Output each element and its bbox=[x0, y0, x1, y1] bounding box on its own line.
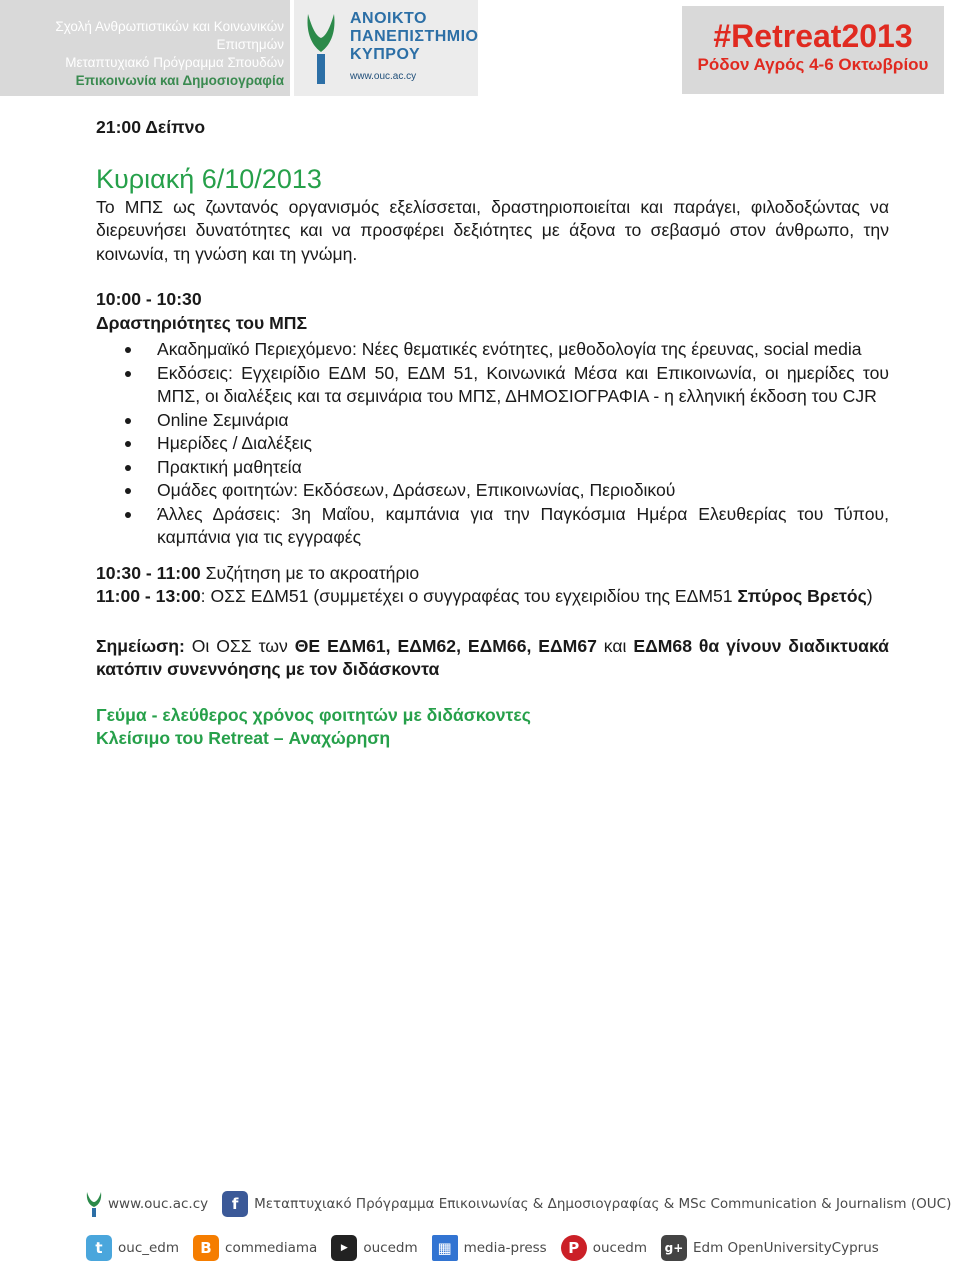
session-time: 10:00 - 10:30 bbox=[96, 289, 202, 309]
schedule-content bbox=[96, 112, 889, 751]
schedule-line-discussion bbox=[96, 562, 889, 586]
note-paragraph bbox=[96, 635, 889, 682]
retreat-subtitle: Ρόδον Αγρός 4-6 Οκτωβρίου bbox=[697, 55, 929, 74]
schedule-lines bbox=[96, 562, 889, 609]
school-banner bbox=[0, 0, 290, 96]
note-label: Σημείωση: bbox=[96, 635, 185, 656]
list-item: Πρακτική μαθητεία bbox=[157, 456, 889, 480]
discussion-time: 10:30 - 11:00 bbox=[96, 562, 201, 583]
footer-website[interactable] bbox=[86, 1190, 208, 1218]
google-plus-icon: g+ bbox=[661, 1235, 687, 1261]
list-item: Ακαδημαϊκό Περιεχόμενο: Νέες θεματικές ενότητες, μεθοδολογία της έρευνας, social media bbox=[157, 338, 889, 362]
intro-paragraph: Το ΜΠΣ ως ζωντανός οργανισμός εξελίσσεται, δραστηριοποιείται και παράγει, φιλοδοξώντας να διερευνήσει δυνατότητες και να προσφέρει δεξιότητες με άξονα το σεβασμό στον άνθρωπο, την κοινωνία, τη γνώση και τη γνώμη. bbox=[96, 196, 889, 264]
ouc-name-line1: ΑΝΟΙΚΤΟ bbox=[350, 10, 427, 27]
youtube-icon: ▶ bbox=[331, 1235, 357, 1261]
dinner-line: 21:00 Δείπνο bbox=[96, 117, 206, 137]
program-name: Μεταπτυχιακό Πρόγραμμα Σπουδών bbox=[65, 55, 284, 70]
oss-close: ) bbox=[866, 586, 873, 606]
footer-blogger[interactable] bbox=[193, 1235, 317, 1261]
footer-youtube[interactable] bbox=[331, 1235, 417, 1261]
retreat-title: #Retreat2013 bbox=[713, 18, 913, 54]
page-footer bbox=[86, 1183, 952, 1273]
note-text-1: Οι ΟΣΣ των bbox=[184, 635, 295, 656]
footer-pinterest[interactable] bbox=[561, 1235, 647, 1261]
twitter-label: ouc_edm bbox=[118, 1240, 180, 1256]
ouc-url-link[interactable]: www.ouc.ac.cy bbox=[350, 71, 417, 82]
oss-time: 11:00 - 13:00 bbox=[96, 586, 201, 606]
delicious-label: media-press bbox=[463, 1240, 547, 1256]
footer-delicious[interactable] bbox=[432, 1235, 547, 1261]
retreat-banner bbox=[682, 6, 944, 94]
closing-line: Κλείσιμο του Retreat – Αναχώρηση bbox=[96, 728, 391, 748]
facebook-label: Μεταπτυχιακό Πρόγραμμα Επικοινωνίας & Δημοσιογραφίας & MSc Communication & Journalism (OUC) bbox=[254, 1196, 952, 1212]
ouc-logo-icon bbox=[304, 8, 338, 88]
blogger-label: commediama bbox=[225, 1240, 318, 1256]
footer-url: www.ouc.ac.cy bbox=[108, 1196, 209, 1212]
twitter-icon: t bbox=[86, 1235, 112, 1261]
discussion-text: Συζήτηση με το ακροατήριο bbox=[205, 562, 420, 583]
day-title: Κυριακή 6/10/2013 bbox=[96, 163, 322, 194]
footer-gplus[interactable] bbox=[661, 1235, 879, 1261]
schedule-line-oss bbox=[96, 585, 889, 609]
school-name: Σχολή Ανθρωπιστικών και Κοινωνικών Επιστημών bbox=[55, 19, 284, 52]
list-item: Online Σεμινάρια bbox=[157, 409, 889, 433]
session-heading bbox=[96, 288, 889, 335]
oss-text: : ΟΣΣ ΕΔΜ51 (συμμετέχει ο συγγραφέας του εγχειριδίου της ΕΔΜ51 bbox=[200, 586, 733, 606]
footer-row-bottom bbox=[86, 1231, 893, 1265]
footer-twitter[interactable] bbox=[86, 1235, 179, 1261]
activities-list bbox=[96, 338, 889, 550]
list-item: Ομάδες φοιτητών: Εκδόσεων, Δράσεων, Επικοινωνίας, Περιοδικού bbox=[157, 479, 889, 503]
author-name: Σπύρος Βρετός bbox=[737, 586, 867, 606]
lunch-line: Γεύμα - ελεύθερος χρόνος φοιτητών με διδάσκοντες bbox=[96, 704, 531, 725]
closing-block bbox=[96, 704, 889, 751]
page-header bbox=[0, 0, 960, 98]
department-name: Επικοινωνία και Δημοσιογραφία bbox=[75, 73, 284, 88]
note-courses: ΘΕ ΕΔΜ61, ΕΔΜ62, ΕΔΜ66, ΕΔΜ67 bbox=[294, 635, 597, 656]
facebook-icon: f bbox=[222, 1191, 248, 1217]
blogger-icon: B bbox=[193, 1235, 219, 1261]
note-text-2: και bbox=[596, 635, 634, 656]
list-item: Ημερίδες / Διαλέξεις bbox=[157, 432, 889, 456]
note-online: ΕΔΜ68 θα γίνουν διαδικτυακά κατόπιν συνεννόησης με τον διδάσκοντα bbox=[96, 635, 889, 679]
pinterest-icon: P bbox=[561, 1235, 587, 1261]
ouc-name-line3: ΚΥΠΡΟΥ bbox=[350, 46, 421, 63]
pinterest-label: oucedm bbox=[592, 1240, 647, 1256]
youtube-label: oucedm bbox=[363, 1240, 418, 1256]
footer-row-top bbox=[86, 1187, 960, 1221]
footer-facebook[interactable] bbox=[222, 1191, 951, 1217]
ouc-name-line2: ΠΑΝΕΠΙΣΤΗΜΙΟ bbox=[350, 28, 479, 45]
ouc-logo-banner bbox=[294, 0, 478, 96]
session-title: Δραστηριότητες του ΜΠΣ bbox=[96, 312, 308, 333]
list-item: Εκδόσεις: Εγχειρίδιο ΕΔΜ 50, ΕΔΜ 51, Κοινωνικά Μέσα και Επικοινωνία, οι ημερίδες του ΜΠΣ, οι διαλέξεις και τα σεμινάρια του ΜΠΣ, ΔΗΜΟΣΙΟΓΡΑΦΙΑ - η ελληνική έκδοση του CJR bbox=[157, 362, 889, 409]
list-item: Άλλες Δράσεις: 3η Μαΐου, καμπάνια για την Παγκόσμια Ημέρα Ελευθερίας του Τύπου, καμπάνια για τις εγγραφές bbox=[157, 503, 889, 550]
delicious-icon: ▦ bbox=[432, 1235, 458, 1261]
ouc-mini-logo-icon bbox=[86, 1190, 102, 1218]
gplus-label: Edm OpenUniversityCyprus bbox=[692, 1240, 879, 1256]
